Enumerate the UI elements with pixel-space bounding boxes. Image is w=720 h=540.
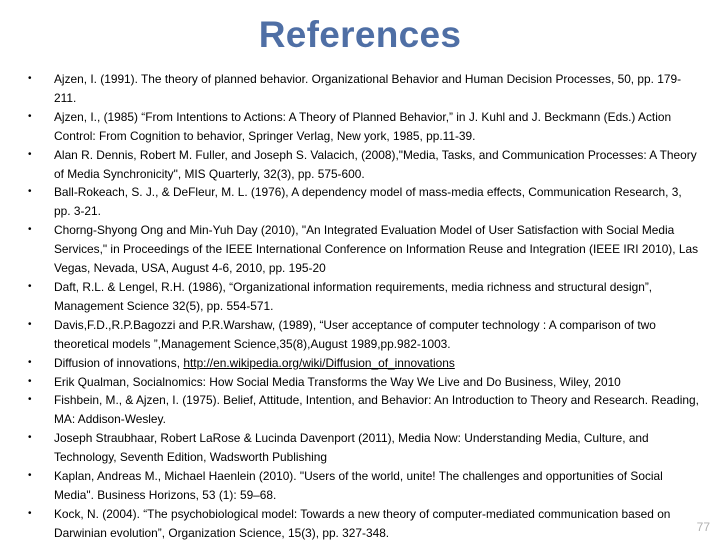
bullet-icon: • [28,280,32,292]
reference-item [28,221,700,278]
bullet-icon: • [28,507,32,519]
reference-item [28,278,700,316]
reference-text: Ball-Rokeach, S. J., & DeFleur, M. L. (1976), A dependency model of mass-media effects, Communication Research, 3, pp. 3-21. [54,185,682,219]
bullet-icon: • [28,110,32,122]
reference-text: Kock, N. (2004). “The psychobiological model: Towards a new theory of computer-mediated communication based on Darwinian evolution”, Organization Science, 15(3), pp. 327-348. [54,506,671,540]
reference-text: Chorng-Shyong Ong and Min-Yuh Day (2010), "An Integrated Evaluation Model of User Satisfaction with Social Media Services," in Proceedings of the IEEE International Conference on Information Reuse and Integration (IEEE IRI 2010), Las Vegas, Nevada, USA, August 4-6, 2010, pp. 195-20 [54,223,699,276]
bullet-icon: • [28,73,32,84]
reference-text: Alan R. Dennis, Robert M. Fuller, and Joseph S. Valacich, (2008),"Media, Tasks, and Communication Processes: A Theory of Media Synchronicity", MIS Quarterly, 32(3), pp. 575-600. [54,147,697,181]
reference-item [28,146,700,184]
reference-item [28,429,700,467]
reference-text: Diffusion of innovations, [54,355,184,370]
reference-list [28,70,700,540]
reference-text: Ajzen, I. (1991). The theory of planned behavior. Organizational Behavior and Human Decision Processes, 50, pp. 179-211. [54,72,682,105]
reference-text: Erik Qualman, Socialnomics: How Social Media Transforms the Way We Live and Do Business, Wiley, 2010 [54,374,621,389]
reference-text: Kaplan, Andreas M., Michael Haenlein (2010). "Users of the world, unite! The challenges and opportunities of Social Media". Business Horizons, 53 (1): 59–68. [54,469,663,502]
reference-item [28,316,700,354]
bullet-icon: • [28,432,32,444]
reference-item [28,70,700,108]
reference-item [28,391,700,429]
reference-item [28,505,700,540]
bullet-icon: • [28,148,32,160]
reference-text: Davis,F.D.,R.P.Bagozzi and P.R.Warshaw, (1989), “User acceptance of computer technology : A comparison of two theoretical models ”,Management Science,35(8),August 1989,pp.982-1003. [54,317,656,351]
slide-title: References [258,14,462,55]
reference-item [28,108,700,146]
reference-text: Fishbein, M., & Ajzen, I. (1975). Belief, Attitude, Intention, and Behavior: An Introduction to Theory and Research. Reading, MA: Addison-Wesley. [54,393,699,427]
reference-item [28,354,700,373]
bullet-icon: • [28,356,32,368]
reference-item [28,183,700,221]
bullet-icon: • [28,470,32,482]
reference-text: Daft, R.L. & Lengel, R.H. (1986), “Organizational information requirements, media richness and structural design”, Management Science 32(5), pp. 554-571. [54,279,653,313]
reference-item [28,373,700,392]
reference-item [28,467,700,505]
bullet-icon: • [28,224,32,236]
reference-text: Ajzen, I., (1985) “From Intentions to Actions: A Theory of Planned Behavior,” in J. Kuhl and J. Beckmann (Eds.) Action Control: From Cognition to behavior, Springer Verlag, New york, 1985, pp.11-39. [54,109,672,143]
bullet-icon: • [28,318,32,330]
wikipedia-link[interactable]: http://en.wikipedia.org/wiki/Diffusion_of_innovations [183,355,455,370]
bullet-icon: • [28,186,32,198]
bullet-icon: • [28,394,32,406]
page-number: 77 [696,520,710,534]
bullet-icon: • [28,375,32,387]
reference-text: Joseph Straubhaar, Robert LaRose & Lucinda Davenport (2011), Media Now: Understanding Media, Culture, and Technology, Seventh Edition, Wadsworth Publishing [54,431,649,465]
